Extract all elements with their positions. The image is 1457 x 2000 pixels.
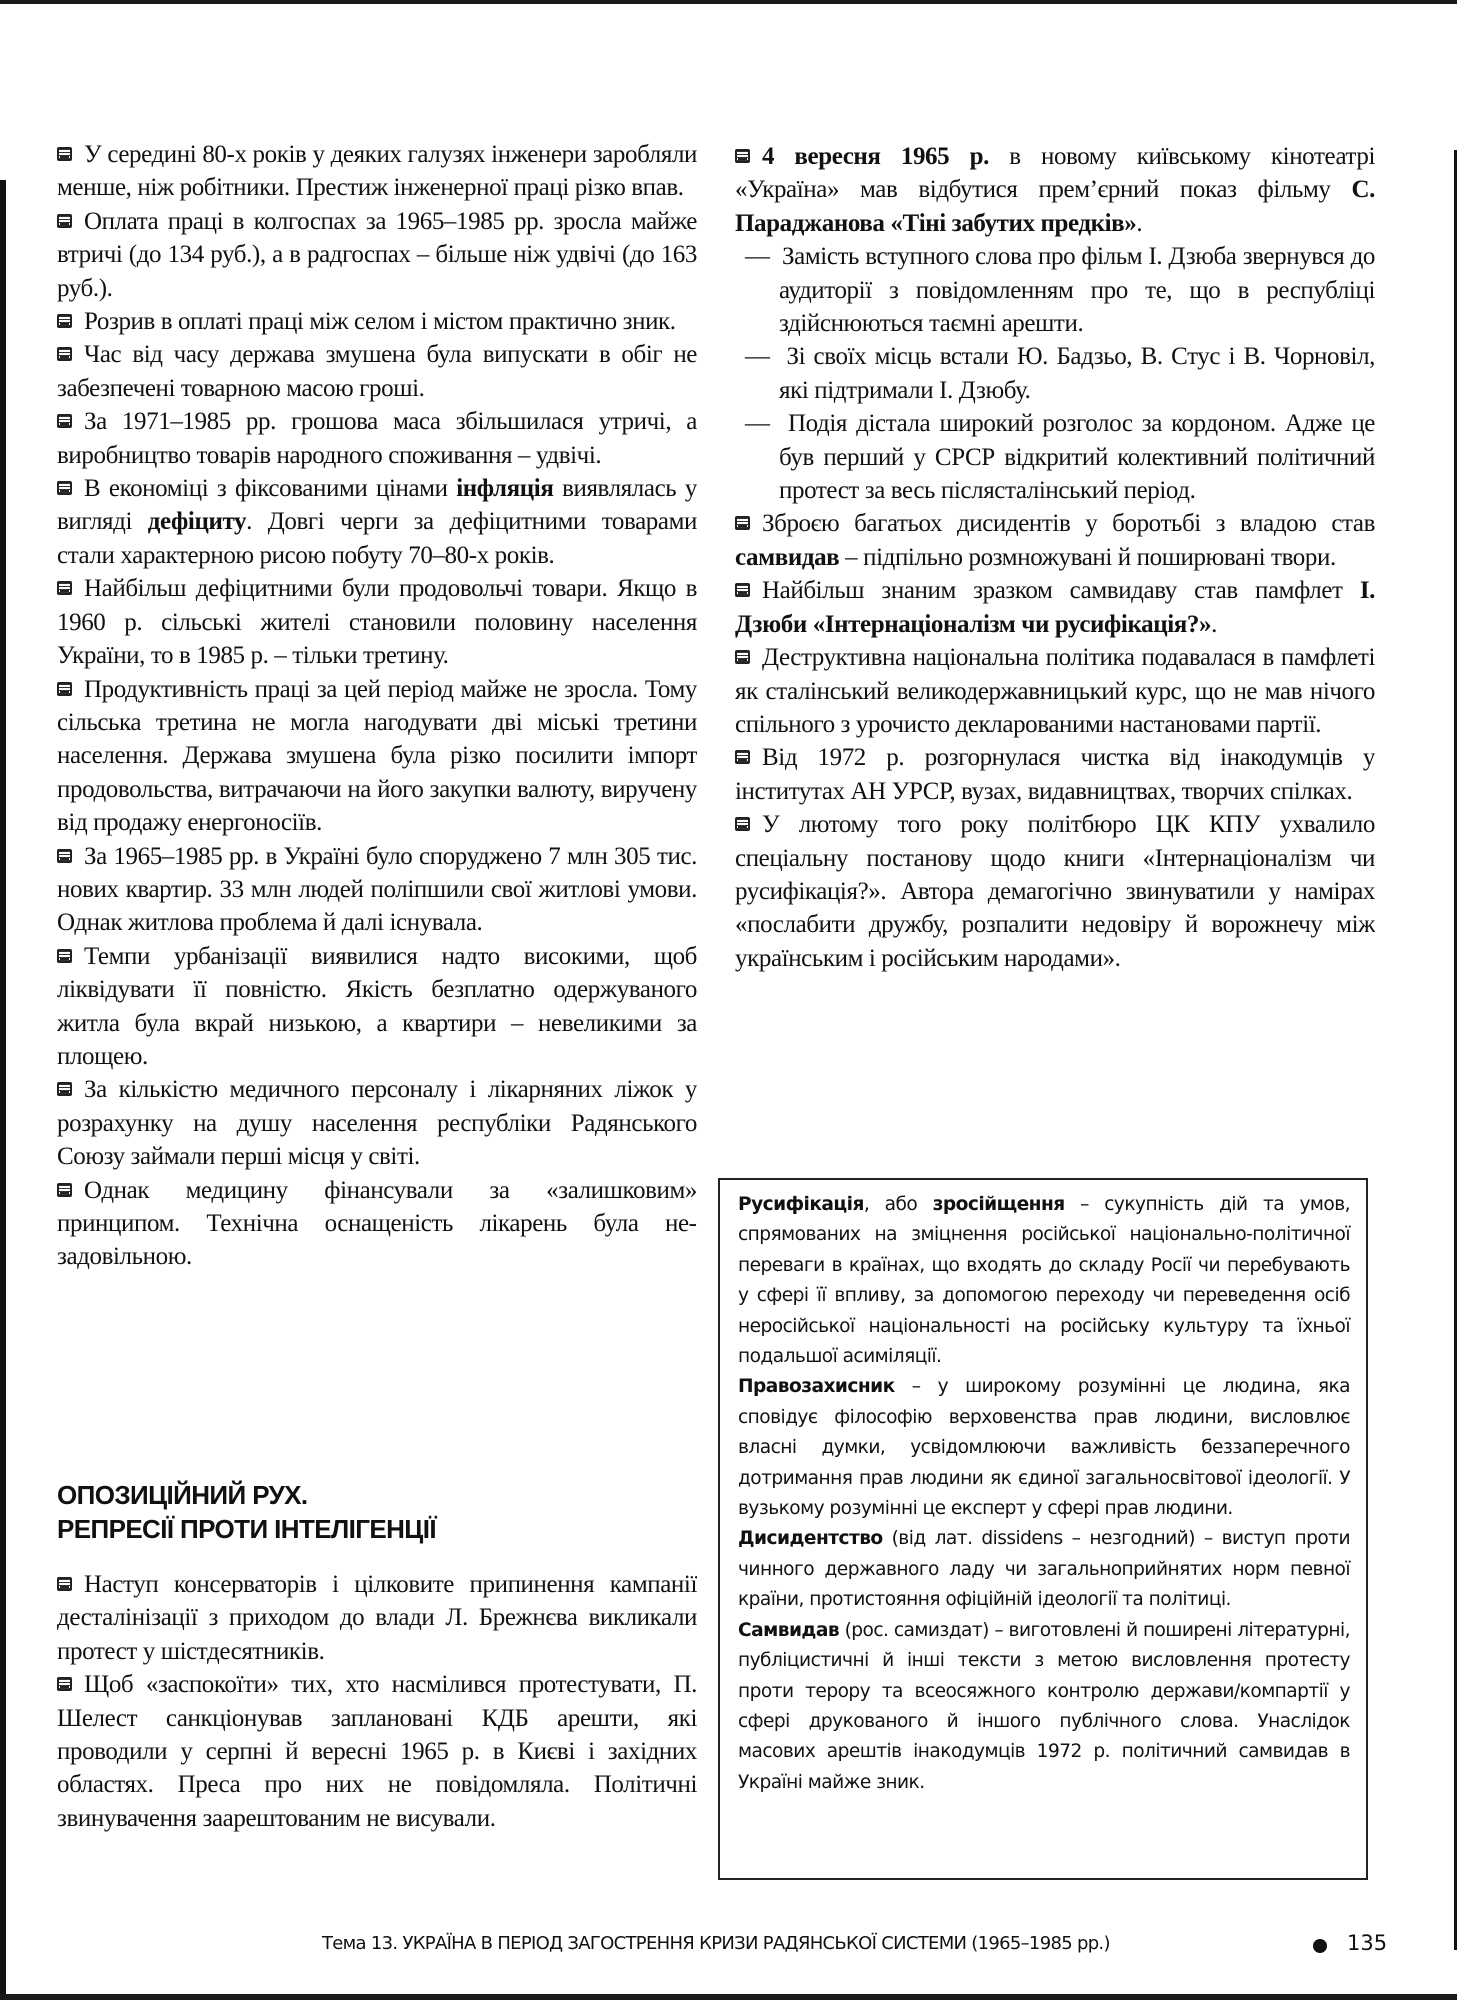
text-run: У середині 80-х років у деяких галузях інженери заробляли менше, ніж робітники. Престиж інженерної праці різко впав. [57,141,697,202]
notepad-bullet-icon [57,214,72,228]
scan-bottom-edge [0,1994,1457,2000]
definition-paragraph [738,1372,1350,1524]
bold-term: самвидав [735,543,840,571]
bold-term: 4 вересня 1965 р. [762,143,989,170]
bullet-paragraph [57,1668,697,1835]
bullet-paragraph [57,840,697,940]
bullet-paragraph [57,572,697,672]
dash-text: Подія дістала широкий розголос за кордоном. Адже це був перший у СРСР відкритий колективний політичний протест за весь післясталінський період. [779,410,1375,505]
text-run: Темпи урбанізації виявилися надто високими, щоб ліквідувати її повністю. Якість безплатно одержуваного житла була вкрай низькою, а квартири – невеликими за площею. [57,942,697,1070]
notepad-bullet-icon [735,516,750,530]
text-run: , або [863,1194,933,1215]
bold-term: зросійщення [932,1194,1065,1215]
text-run: – у широкому розумінні це людина, яка сповідує філософію верховенства прав людини, висловлює власні думки, усвідомлюючи важливість беззаперечного дотримання прав людини як єдиної загальносвітової ідеології. У вузькому розумінні це експерт у сфері прав людини. [738,1376,1350,1520]
notepad-bullet-icon [57,1183,72,1197]
notepad-bullet-icon [57,414,72,428]
scan-top-edge [0,0,1457,4]
dash-list-item [735,340,1375,407]
bullet-paragraph [735,574,1375,641]
dash-text: Зі своїх місць встали Ю. Бадзьо, В. Стус і В. Чорновіл, які підтримали І. Дзюбу. [779,343,1375,404]
bullet-paragraph [57,305,697,338]
bullet-paragraph [57,205,697,305]
text-run: . [1136,209,1143,237]
text-run: Наступ консерваторів і цілковите припинення кампанії десталінізації з приходом до влади Л. Брежнєва викликали протест у шістдесятників. [57,1571,697,1665]
text-run: – сукупність дій та умов, спрямованих на зміцнення російської національно-політичної переваги в країнах, що входять до складу Росії чи перебувають у сфері її впливу, за допомогою переходу чи переведення осіб неросійської національності на російську культуру та їхньої подальшої асиміляції. [738,1194,1351,1368]
definition-paragraph [738,1616,1350,1798]
notepad-bullet-icon [735,750,750,764]
notepad-bullet-icon [57,581,72,595]
event-paragraph [735,140,1375,240]
text-run: Розрив в оплаті праці між селом і містом практично зник. [84,308,676,336]
notepad-bullet-icon [735,583,750,597]
bullet-paragraph [57,138,697,205]
bold-term: Самвидав [738,1619,840,1641]
notepad-bullet-icon [735,149,750,163]
bold-term: Дисидентство [738,1528,883,1550]
filled-circle-icon [1313,1939,1327,1953]
bullet-paragraph [735,641,1375,741]
text-run: (рос. самиздат) – виготовлені й поширені літературні, публіцистичні й інші тексти з метою висловлення протесту проти терору та всеосяжного контролю держави/компартії у сфері друкованого й іншого публічного слова. Унаслідок масових арештів інакодумців 1972 р. політичний самвидав в Україні майже зник. [738,1619,1350,1793]
bullet-paragraph [57,1568,697,1668]
text-run: Найбільш дефіцитними були продовольчі товари. Якщо в 1960 р. сільські жителі становили половину населення України, то в 1985 р. – тільки третину. [57,575,697,670]
notepad-bullet-icon [57,682,72,696]
notepad-bullet-icon [57,314,72,328]
text-run: Щоб «заспокоїти» тих, хто насмілився протестувати, П. Шелест санкціонував заплановані КДБ арешти, які проводили у серпні й вересні 1965 р. в Києві і західних областях. Преса про них не повідомляла. Політичні звинувачення заарештованим не висували. [57,1671,697,1832]
text-run: За 1965–1985 рр. в Україні було споруджено 7 млн 305 тис. нових квартир. 33 млн людей поліпшили свої житлові умови. Однак житлова проблема й далі існувала. [57,842,697,937]
section-body [57,1568,697,1868]
bullet-paragraph [57,940,697,1074]
dash-text: Замість вступного слова про фільм І. Дзюба звернувся до аудиторії з повідомленням про те, що в республіці здійснюються таємні арешти. [779,243,1375,338]
bullet-paragraph [57,472,697,572]
right-column [735,140,1375,1150]
bold-term: І. Дзюби «Інтернаціоналізм чи русифікація?» [735,577,1375,638]
notepad-bullet-icon [57,949,72,963]
page-number: 135 [1347,1931,1388,1955]
left-column [57,138,697,1458]
section-title-line-2: РЕПРЕСІЇ ПРОТИ ІНТЕЛІГЕНЦІЇ [57,1514,436,1544]
text-run: – підпільно розмножувані й поширювані твори. [839,543,1336,571]
text-run: . [1211,610,1217,638]
notepad-bullet-icon [57,1677,72,1691]
bold-term: Правозахисник [738,1376,895,1398]
text-run: За кількістю медичного персоналу і лікарняних ліжок у розрахунку на душу населення республіки Радянського Союзу займали перші місця у світі. [57,1076,697,1171]
text-run: Деструктивна національна політика подавалася в памфлеті як сталінський великодержавницький курс, що не мав нічого спільного з урочисто деклaрованими настановами партії. [735,644,1375,738]
notepad-bullet-icon [57,849,72,863]
text-run: Час від часу держава змушена була випускати в обіг не забезпечені товарною масою гроші. [57,341,697,402]
footer-topic: Тема 13. УКРАЇНА В ПЕРІОД ЗАГОСТРЕННЯ КРИЗИ РАДЯНСЬКОЇ СИСТЕМИ (1965–1985 рр.) [322,1933,1110,1954]
dash-list-item [735,240,1375,340]
text-run: . Довгі черги за дефіцитними товарами стали характерною рисою побуту 70–80-х років. [57,508,697,569]
definition-paragraph [738,1190,1350,1372]
text-run: Продуктивність праці за цей період майже не зросла. Тому сільська третина не могла нагодувати дві міські третини населення. Держава змушена була різко посилити імпорт продовольства, витрачаючи на його закупки валюту, виручену від продажу енергоносіїв. [57,675,697,837]
text-run: В економіці з фіксованими цінами [84,475,457,503]
notepad-bullet-icon [57,147,72,161]
definitions-box [718,1178,1368,1880]
dash-marker: — [745,410,788,438]
notepad-bullet-icon [57,1082,72,1096]
definition-paragraph [738,1524,1350,1615]
text-run: (від лат. dissidens – незгодний) – виступ проти чинного державного ладу чи загальноприйнятих норм певної країни, протистояння офіційній ідеології та політиці. [738,1528,1350,1611]
bullet-paragraph [57,1174,697,1274]
notepad-bullet-icon [57,1577,72,1591]
notepad-bullet-icon [735,650,750,664]
bullet-paragraph [57,338,697,405]
section-title-line-1: ОПОЗИЦІЙНИЙ РУХ. [57,1480,308,1510]
bullet-paragraph [57,405,697,472]
bullet-paragraph [57,1073,697,1173]
text-run: Найбільш знаним зразком самвидаву став памфлет [762,577,1360,605]
text-run: виявлялась у вигляді [57,475,697,536]
scan-left-edge [0,180,6,2000]
bold-term: Русифікація [738,1194,864,1215]
notepad-bullet-icon [735,817,750,831]
text-run: в новому київському кінотеатрі «Україна» мав відбутися прем’єрний показ фільму [735,143,1375,204]
bullet-paragraph [57,673,697,840]
dash-list-item [735,407,1375,507]
text-run: Однак медицину фінансували за «залишковим» принципом. Технічна оснащеність лікарень була незадовільною. [57,1176,697,1271]
text-run: Від 1972 р. розгорнулася чистка від інакодумців у інститутах АН УРСР, вузах, видавництвах, творчих спілках. [735,744,1375,805]
bullet-paragraph [735,741,1375,808]
bold-term: інфляція [456,475,554,503]
bold-term: С. Параджанова «Тіні забутих предків» [735,176,1375,237]
notepad-bullet-icon [57,347,72,361]
dash-marker: — [745,243,783,271]
bullet-paragraph [735,808,1375,975]
text-run: За 1971–1985 рр. грошова маса збільшилася утричі, а виробництво товарів народного споживання – удвічі. [57,408,697,469]
dash-marker: — [745,343,787,371]
text-run: У лютому того року політбюро ЦК КПУ ухвалило спеціальну постанову щодо книги «Інтернаціоналізм чи русифікація?». Автора демагогічно звинуватили у намірах «послабити дружбу, розпалити недовіру й ворожнечу між українським і російським народами». [735,811,1375,972]
bold-term: дефіциту [147,508,247,536]
notepad-bullet-icon [57,481,72,495]
text-run: Зброєю багатьох дисидентів у боротьбі з владою став [762,510,1375,538]
text-run: Оплата праці в колгоспах за 1965–1985 рр. зросла майже втричі (до 134 руб.), а в радгоспах – більше ніж удвічі (до 163 руб.). [57,207,697,302]
section-title [57,1478,697,1546]
bullet-paragraph [735,507,1375,574]
